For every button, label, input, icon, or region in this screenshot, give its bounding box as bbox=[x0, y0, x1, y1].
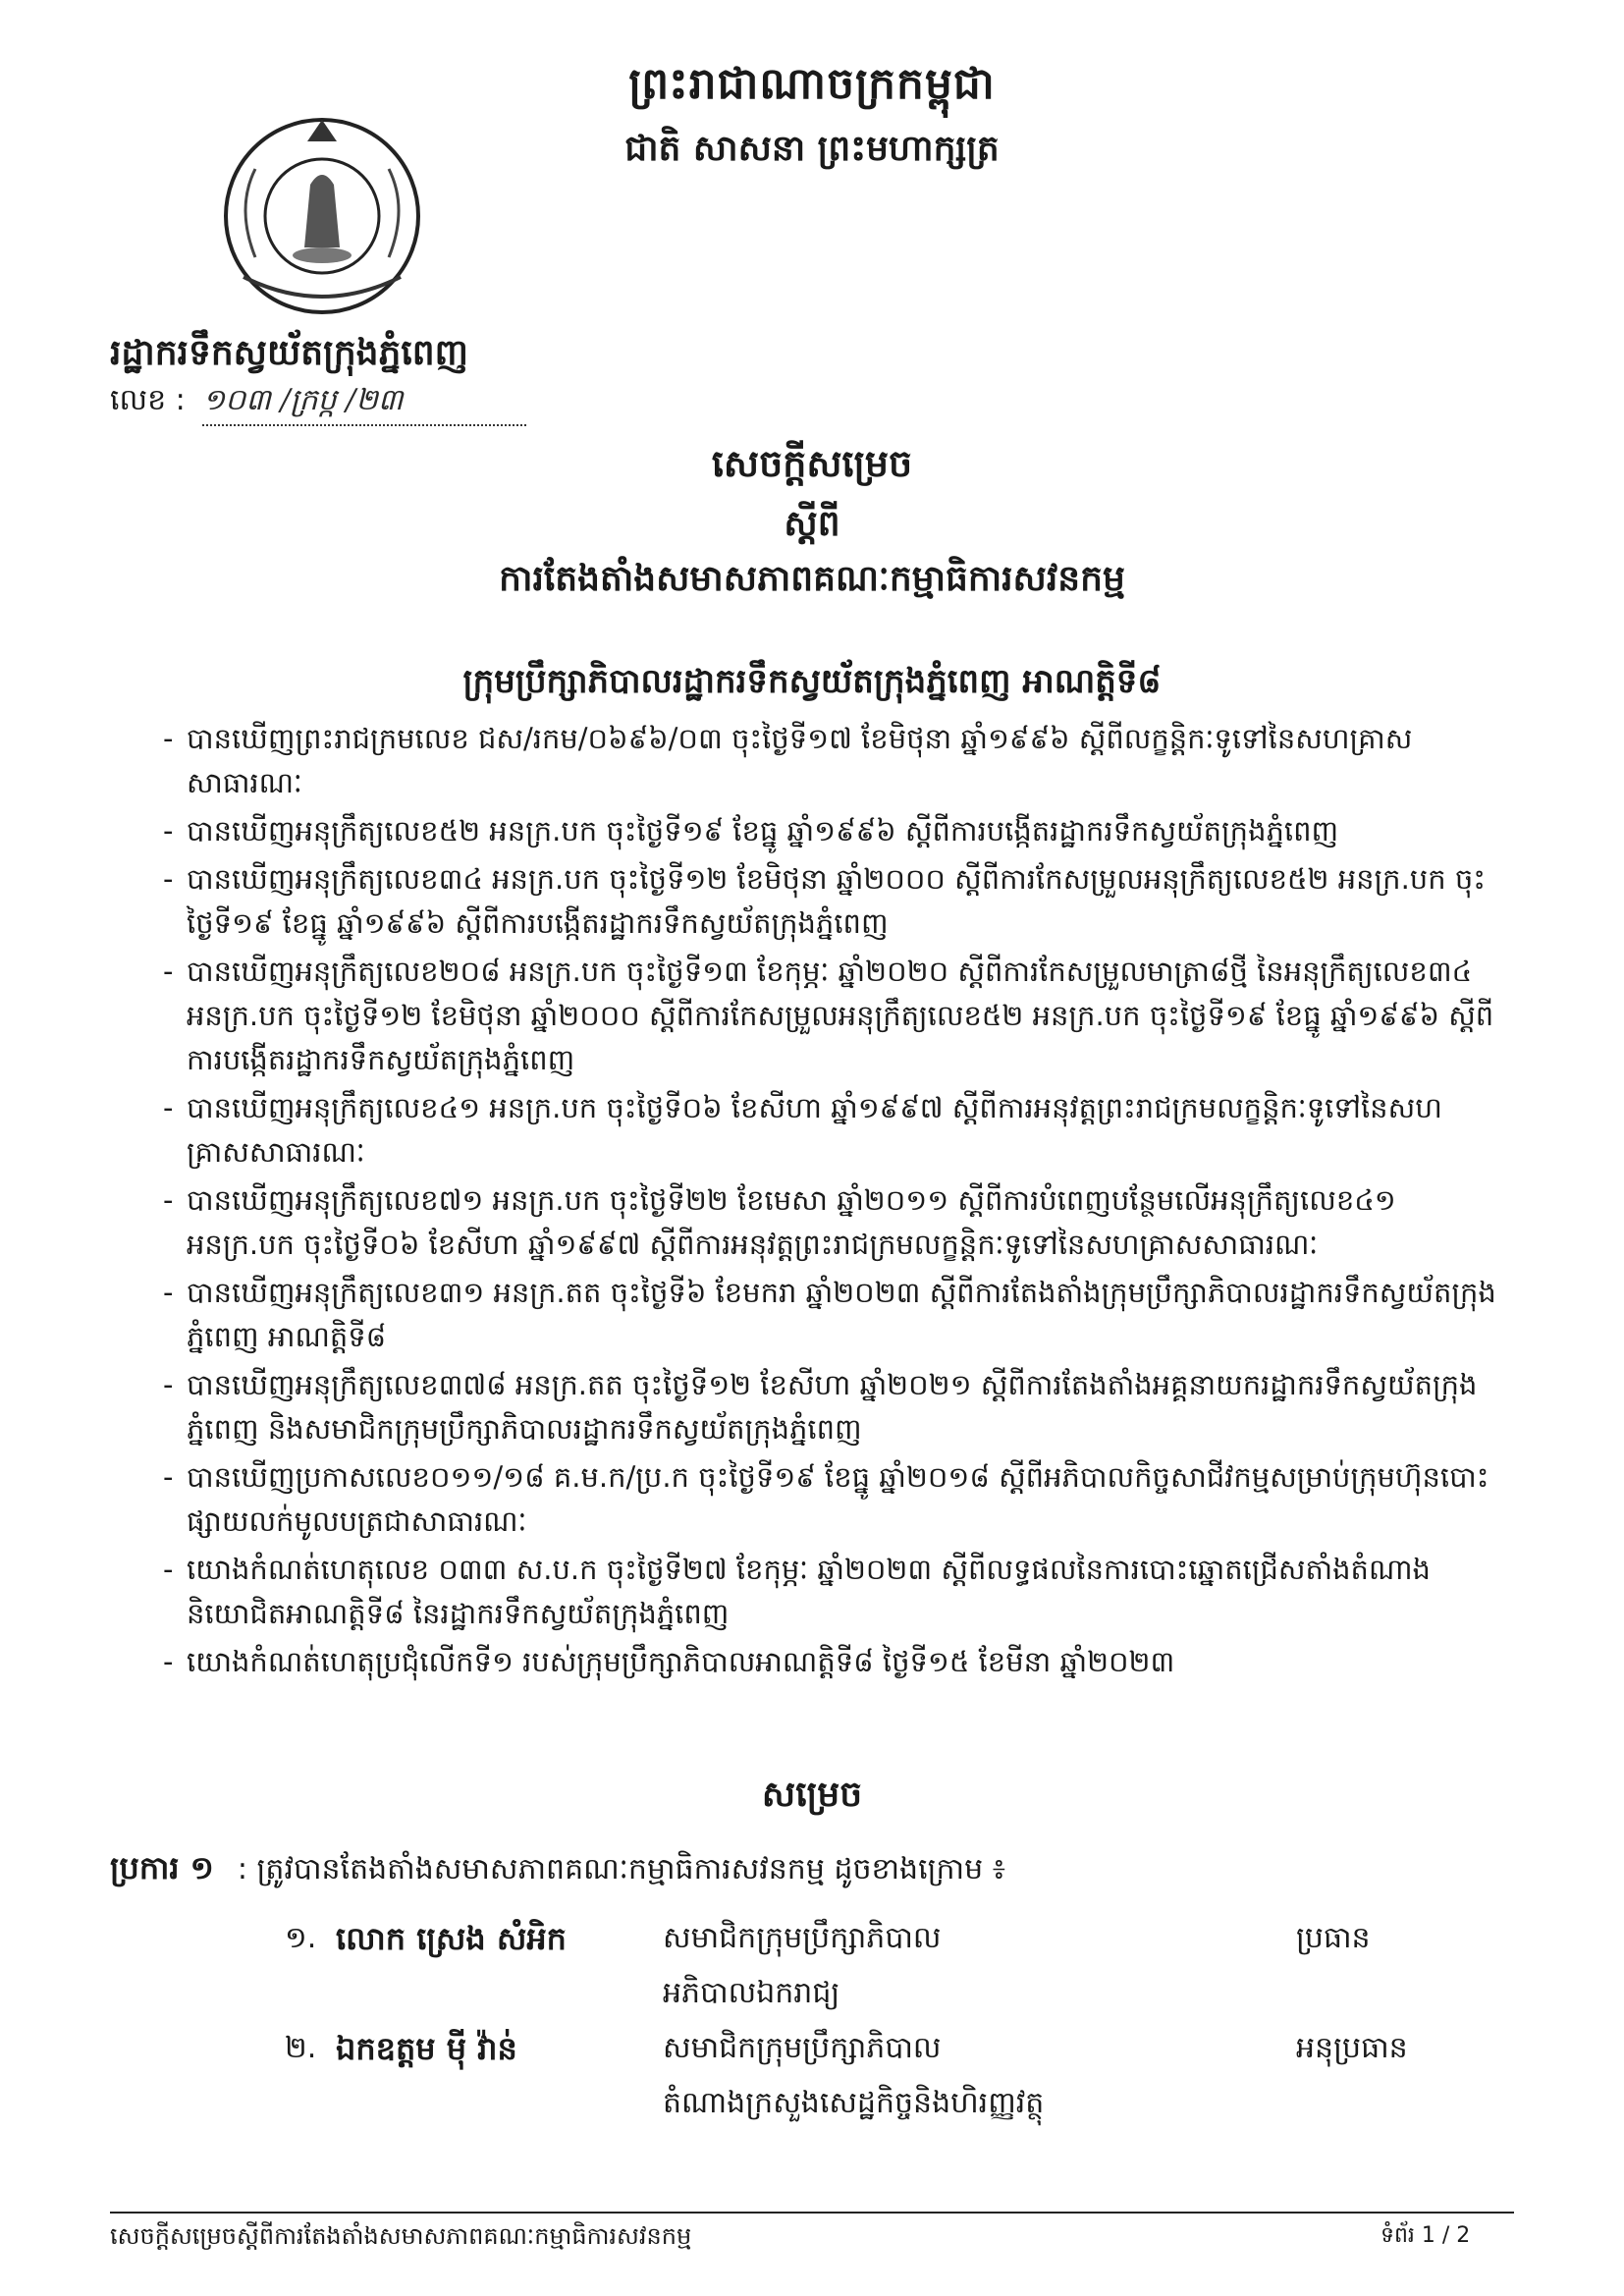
recital-item: - បានឃើញប្រកាសលេខ០១១/១៨ គ.ម.ក/ប្រ.ក ចុះថ្ងៃទី១៩ ខែធ្នូ ឆ្នាំ២០១៨ ស្តីពីអភិបាលកិច្ចសាជីវកម្មសម្រាប់ក្រុមហ៊ុនបោះផ្សាយលក់មូលបត្រជាសាធារណៈ bbox=[187, 1455, 1502, 1544]
footer-title: សេចក្តីសម្រេចស្តីពីការតែងតាំងសមាសភាពគណៈកម្មាធិការសវនកម្ម bbox=[110, 2222, 692, 2250]
reference-number: ១០៣ /ក្រប្ក /២៣ bbox=[202, 381, 526, 426]
article-label: ប្រការ ១ bbox=[110, 1849, 214, 1886]
page-number: ទំព័រ 1 / 2 bbox=[1380, 2223, 1471, 2248]
reference-number-line bbox=[110, 381, 526, 426]
article-1 bbox=[110, 1848, 1005, 1894]
organization-name: រដ្ឋាករទឹកស្វយ័តក្រុងភ្នំពេញ bbox=[110, 333, 468, 373]
member-role: សមាជិកក្រុមប្រឹក្សាភិបាល bbox=[663, 2031, 942, 2065]
reference-label: លេខ : bbox=[110, 383, 186, 417]
member-role-detail: អភិបាលឯករាជ្យ bbox=[663, 1976, 840, 2010]
document-title: សេចក្តីសម្រេច bbox=[711, 442, 913, 485]
committee-member bbox=[285, 2029, 1502, 2147]
recital-item: - បានឃើញអនុក្រឹត្យលេខ៧១ អនក្រ.បក ចុះថ្ងៃទី២២ ខែមេសា ឆ្នាំ២០១១ ស្តីពីការបំពេញបន្ថែមលើអនុក្រឹត្យលេខ៤១ អនក្រ.បក ចុះថ្ងៃទី០៦ ខែសីហា ឆ្នាំ១៩៩៧ ស្តីពីការអនុវត្តព្រះរាជក្រមលក្ខន្តិកៈទូទៅនៃសហគ្រាសសាធារណៈ bbox=[187, 1178, 1502, 1267]
recital-item: - យោងកំណត់ហេតុប្រជុំលើកទី១ របស់ក្រុមប្រឹក្សាភិបាលអាណត្តិទី៨ ថ្ងៃទី១៥ ខែមីនា ឆ្នាំ២០២៣ bbox=[187, 1640, 1502, 1684]
recital-item: - យោងកំណត់ហេតុលេខ ០៣៣ ស.ប.ក ចុះថ្ងៃទី២៧ ខែកុម្ភៈ ឆ្នាំ២០២៣ ស្តីពីលទ្ធផលនៃការបោះឆ្នោតជ្រើសតាំងតំណាងនិយោជិតអាណត្តិទី៨ នៃរដ្ឋាករទឹកស្វយ័តក្រុងភ្នំពេញ bbox=[187, 1548, 1502, 1636]
member-number: ១. bbox=[285, 1921, 317, 1955]
national-motto: ជាតិ សាសនា ព្រះមហាក្សត្រ bbox=[624, 129, 1000, 169]
recitals-list bbox=[187, 717, 1502, 1688]
decision-heading: សម្រេច bbox=[761, 1775, 863, 1815]
member-name: លោក ស្រេង សំអិក bbox=[336, 1920, 567, 1957]
member-number: ២. bbox=[285, 2031, 317, 2065]
recital-item: - បានឃើញអនុក្រឹត្យលេខ៤១ អនក្រ.បក ចុះថ្ងៃទី០៦ ខែសីហា ឆ្នាំ១៩៩៧ ស្តីពីការអនុវត្តព្រះរាជក្រមលក្ខន្តិកៈទូទៅនៃសហគ្រាសសាធារណៈ bbox=[187, 1086, 1502, 1175]
recital-item: - បានឃើញព្រះរាជក្រមលេខ ជស/រកម/០៦៩៦/០៣ ចុះថ្ងៃទី១៧ ខែមិថុនា ឆ្នាំ១៩៩៦ ស្តីពីលក្ខន្តិកៈទូទៅនៃសហគ្រាស សាធារណៈ bbox=[187, 717, 1502, 805]
member-position: ប្រធាន bbox=[1296, 1921, 1371, 1955]
article-text: : ត្រូវបានតែងតាំងសមាសភាពគណៈកម្មាធិការសវនកម្ម ដូចខាងក្រោម ៖ bbox=[237, 1852, 1005, 1886]
recital-item: - បានឃើញអនុក្រឹត្យលេខ២០៨ អនក្រ.បក ចុះថ្ងៃទី១៣ ខែកុម្ភៈ ឆ្នាំ២០២០ ស្តីពីការកែសម្រួលមាត្រា៨ថ្មី នៃអនុក្រឹត្យលេខ៣៤ អនក្រ.បក ចុះថ្ងៃទី១២ ខែមិថុនា ឆ្នាំ២០០០ ស្តីពីការកែសម្រួលអនុក្រឹត្យលេខ៥២ អនក្រ.បក ចុះថ្ងៃទី១៩ ខែធ្នូ ឆ្នាំ១៩៩៦ ស្តីពីការបង្កើតរដ្ឋាករទឹកស្វយ័តក្រុងភ្នំពេញ bbox=[187, 950, 1502, 1082]
ppwsa-logo bbox=[175, 90, 460, 336]
recital-item: - បានឃើញអនុក្រឹត្យលេខ៥២ អនក្រ.បក ចុះថ្ងៃទី១៩ ខែធ្នូ ឆ្នាំ១៩៩៦ ស្តីពីការបង្កើតរដ្ឋាករទឹកស្វយ័តក្រុងភ្នំពេញ bbox=[187, 809, 1502, 853]
member-position: អនុប្រធាន bbox=[1296, 2031, 1408, 2065]
footer-divider bbox=[110, 2212, 1514, 2214]
document-title-on: ស្តីពី bbox=[784, 504, 840, 544]
member-role: សមាជិកក្រុមប្រឹក្សាភិបាល bbox=[663, 1921, 942, 1955]
recital-item: - បានឃើញអនុក្រឹត្យលេខ៣១ អនក្រ.តត ចុះថ្ងៃទី៦ ខែមករា ឆ្នាំ២០២៣ ស្តីពីការតែងតាំងក្រុមប្រឹក្សាភិបាលរដ្ឋាករទឹកស្វយ័តក្រុងភ្នំពេញ អាណត្តិទី៨ bbox=[187, 1271, 1502, 1359]
issuing-board: ក្រុមប្រឹក្សាភិបាលរដ្ឋាករទឹកស្វយ័តក្រុងភ្នំពេញ អាណត្តិទី៨ bbox=[462, 662, 1162, 701]
committee-member bbox=[285, 1919, 1502, 2037]
recital-item: - បានឃើញអនុក្រឹត្យលេខ៣៤ អនក្រ.បក ចុះថ្ងៃទី១២ ខែមិថុនា ឆ្នាំ២០០០ ស្តីពីការកែសម្រួលអនុក្រឹត្យលេខ៥២ អនក្រ.បក ចុះថ្ងៃទី១៩ ខែធ្នូ ឆ្នាំ១៩៩៦ ស្តីពីការបង្កើតរដ្ឋាករទឹកស្វយ័តក្រុងភ្នំពេញ bbox=[187, 857, 1502, 946]
member-role-detail: តំណាងក្រសួងសេដ្ឋកិច្ចនិងហិរញ្ញវត្ថុ bbox=[663, 2086, 1045, 2120]
document-subject: ការតែងតាំងសមាសភាពគណៈកម្មាធិការសវនកម្ម bbox=[499, 559, 1125, 599]
recital-item: - បានឃើញអនុក្រឹត្យលេខ៣៧៨ អនក្រ.តត ចុះថ្ងៃទី១២ ខែសីហា ឆ្នាំ២០២១ ស្តីពីការតែងតាំងអគ្គនាយករដ្ឋាករទឹកស្វយ័តក្រុងភ្នំពេញ និងសមាជិកក្រុមប្រឹក្សាភិបាលរដ្ឋាករទឹកស្វយ័តក្រុងភ្នំពេញ bbox=[187, 1363, 1502, 1451]
member-name: ឯកឧត្តម មុី វ៉ាន់ bbox=[336, 2030, 517, 2067]
kingdom-heading: ព្រះរាជាណាចក្រកម្ពុជា bbox=[628, 59, 996, 109]
